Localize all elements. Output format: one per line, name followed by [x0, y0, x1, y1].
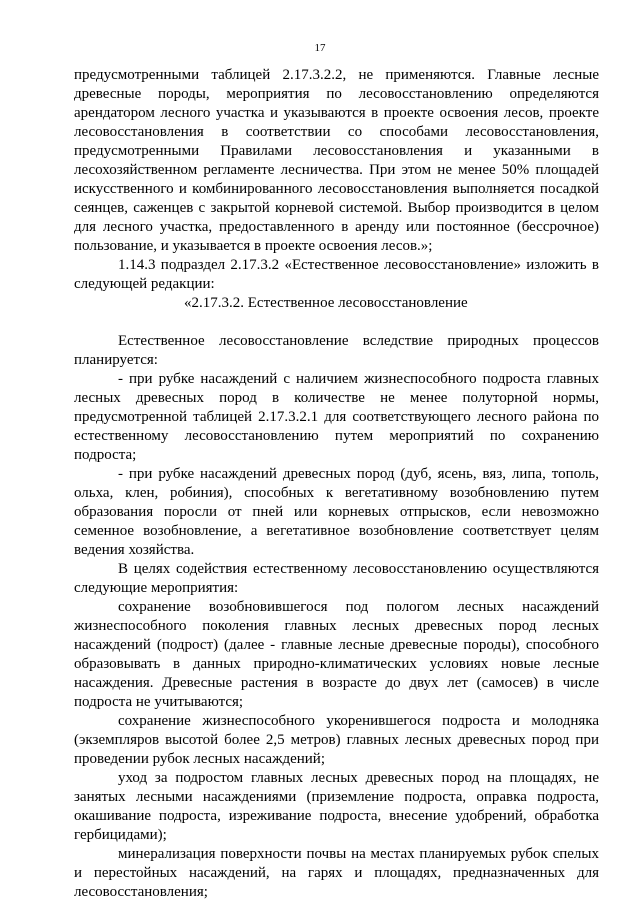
paragraph-natural-planned: Естественное лесовосстановление вследствие природных процессов планируется:: [74, 333, 599, 368]
paragraph-assist-measures: В целях содействия естественному лесовосстановлению осуществляются следующие мероприятия:: [74, 561, 599, 596]
list-item-undergrowth: - при рубке насаждений с наличием жизнеспособного подроста главных лесных древесных пород в количестве не менее полуторной нормы, предусмотренной таблицей 2.17.3.2.1 для соответствующего лесного района по естественному лесовосстановлению путем мероприятий по сохранению подроста;: [74, 371, 599, 463]
list-item-preserve-regrowth: сохранение возобновившегося под пологом лесных насаждений жизнеспособного поколения главных лесных древесных пород лесных насаждений (подрост) (далее - главные лесные древесные породы), способного образовывать в данных природно-климатических условиях новые лесные насаждения. Древесные растения в возрасте до двух лет (самосев) в числе подроста не учитываются;: [74, 599, 599, 710]
paragraph-amendment-1-14-3: 1.14.3 подраздел 2.17.3.2 «Естественное лесовосстановление» изложить в следующей редакции:: [74, 257, 599, 292]
section-heading: «2.17.3.2. Естественное лесовосстановление: [184, 295, 468, 311]
document-body: [74, 66, 599, 902]
paragraph-arendator-choice: предусмотренными таблицей 2.17.3.2.2, не применяются. Главные лесные древесные породы, мероприятия по лесовосстановлению определяются арендатором лесного участка и указываются в проекте освоения лесов, проекте лесовосстановления в соответствии со способами лесовосстановления, предусмотренными Правилами лесовосстановления и указанными в лесохозяйственном регламенте лесничества. При этом не менее 50% площадей искусственного и комбинированного лесовосстановления выполняется посадкой сеянцев, саженцев с закрытой корневой системой. Выбор производится в целом для лесного участка, предоставленного в аренду или постоянное (бессрочное) пользование, и указывается в проекте освоения лесов.»;: [74, 67, 599, 254]
list-item-care: уход за подростом главных лесных древесных пород на площадях, не занятых лесными насаждениями (приземление подроста, оправка подроста, окашивание подроста, изреживание подроста, внесение удобрений, обработка гербицидами);: [74, 770, 599, 843]
blank-line: [74, 313, 599, 332]
list-item-vegetative: - при рубке насаждений древесных пород (дуб, ясень, вяз, липа, тополь, ольха, клен, робиния), способных к вегетативному возобновлению путем образования поросли от пней или корневых отпрысков, если невозможно семенное возобновление, а вегетативное возобновление соответствует целям ведения хозяйства.: [74, 466, 599, 558]
list-item-mineralization: минерализация поверхности почвы на местах планируемых рубок спелых и перестойных насаждений, на гарях и площадях, предназначенных для лесовосстановления;: [74, 846, 599, 900]
page-number: 17: [314, 42, 326, 54]
list-item-preserve-young: сохранение жизнеспособного укоренившегося подроста и молодняка (экземпляров высотой более 2,5 метров) главных лесных древесных пород при проведении рубок лесных насаждений;: [74, 713, 599, 767]
